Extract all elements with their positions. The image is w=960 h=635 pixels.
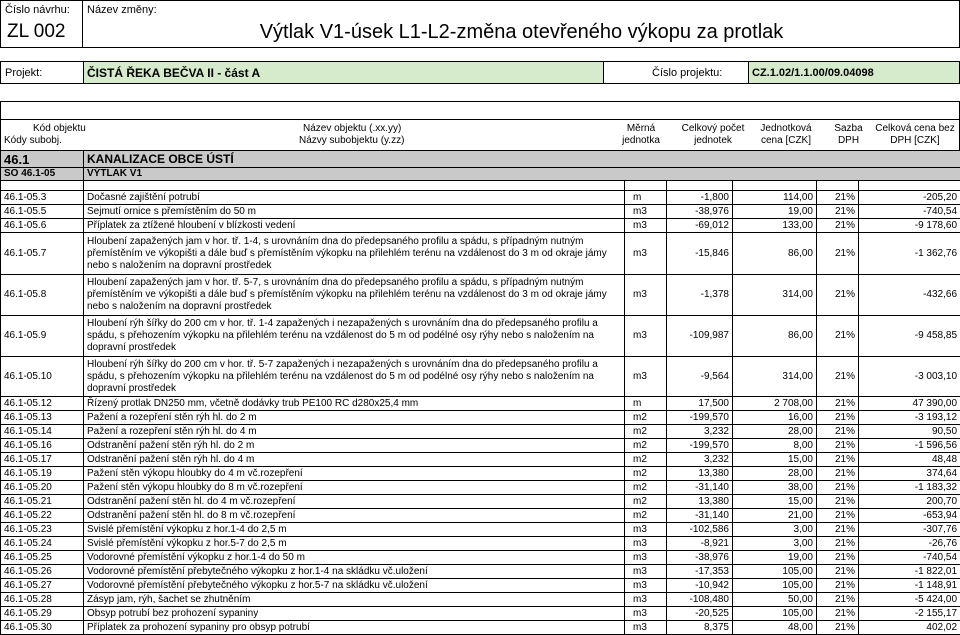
project-name: ČISTÁ ŘEKA BEČVA II - část A — [87, 66, 260, 80]
row-total: 374,64 — [859, 467, 960, 481]
row-unit-price: 314,00 — [733, 357, 817, 397]
row-unit-price: 105,00 — [733, 565, 817, 579]
row-total: -432,66 — [859, 275, 960, 316]
row-unit-price: 86,00 — [733, 233, 817, 275]
row-quantity: 3,232 — [667, 453, 733, 467]
col-celkovy-pocet: Celkový počet — [667, 123, 759, 134]
change-title: Výtlak V1-úsek L1-L2-změna otevřeného výkopu za protlak — [83, 21, 960, 44]
row-total: -740,54 — [859, 551, 960, 565]
row-unit-price: 133,00 — [733, 219, 817, 233]
row-code: 46.1-05.25 — [1, 551, 84, 565]
row-unit-price: 3,00 — [733, 537, 817, 551]
row-vat: 21% — [817, 537, 859, 551]
row-unit: m3 — [625, 593, 667, 607]
row-code: 46.1-05.19 — [1, 467, 84, 481]
row-unit-price: 2 708,00 — [733, 397, 817, 411]
table-row — [1, 411, 960, 425]
row-total: -3 003,10 — [859, 357, 960, 397]
row-description: Řízený protlak DN250 mm, včetně dodávky trub PE100 RC d280x25,4 mm — [84, 397, 625, 411]
row-code: 46.1-05.30 — [1, 621, 84, 635]
row-unit: m3 — [625, 275, 667, 316]
row-unit: m — [625, 191, 667, 205]
row-code: 46.1-05.21 — [1, 495, 84, 509]
table-row — [1, 551, 960, 565]
spacer-row — [0, 101, 960, 120]
cislo-projektu-label: Číslo projektu: — [652, 67, 722, 80]
table-row — [1, 579, 960, 593]
table-row — [1, 523, 960, 537]
project-number: CZ.1.02/1.1.00/09.04098 — [752, 67, 874, 79]
project-name-cell — [84, 62, 604, 83]
table-row — [1, 481, 960, 495]
col-jednotkova: Jednotková — [741, 123, 831, 134]
row-unit: m — [625, 397, 667, 411]
row-unit: m3 — [625, 523, 667, 537]
row-total: -1 822,01 — [859, 565, 960, 579]
row-total: -205,20 — [859, 191, 960, 205]
row-quantity: -15,846 — [667, 233, 733, 275]
row-description: Vodorovné přemístění výkopku z hor.1-4 do 50 m — [84, 551, 625, 565]
row-description: Sejmutí ornice s přemístěním do 50 m — [84, 205, 625, 219]
row-vat: 21% — [817, 579, 859, 593]
table-row — [1, 593, 960, 607]
projekt-label: Projekt: — [5, 67, 42, 80]
row-unit: m3 — [625, 565, 667, 579]
row-code: 46.1-05.22 — [1, 509, 84, 523]
row-total: -1 362,76 — [859, 233, 960, 275]
row-vat: 21% — [817, 607, 859, 621]
subsection-name: VÝTLAK V1 — [84, 168, 960, 181]
row-total: -2 155,17 — [859, 607, 960, 621]
col-cena: cena [CZK] — [741, 135, 831, 146]
row-description: Příplatek za ztížené hloubení v blízkosti vedení — [84, 219, 625, 233]
row-total: -1 183,32 — [859, 481, 960, 495]
row-unit: m3 — [625, 357, 667, 397]
row-quantity: 13,380 — [667, 467, 733, 481]
row-unit-price: 114,00 — [733, 191, 817, 205]
row-unit: m2 — [625, 481, 667, 495]
row-code: 46.1-05.28 — [1, 593, 84, 607]
row-vat: 21% — [817, 439, 859, 453]
row-quantity: -108,480 — [667, 593, 733, 607]
row-quantity: -69,012 — [667, 219, 733, 233]
table-row — [1, 233, 960, 275]
table-row — [1, 537, 960, 551]
row-unit: m3 — [625, 607, 667, 621]
row-code: 46.1-05.16 — [1, 439, 84, 453]
row-vat: 21% — [817, 205, 859, 219]
row-total: 48,48 — [859, 453, 960, 467]
project-row — [0, 61, 960, 84]
row-code: 46.1-05.6 — [1, 219, 84, 233]
row-description: Hloubení zapažených jam v hor. tř. 1-4, s urovnáním dna do předepsaného profilu a spádu, s případným nutným přemístěním ve výkopišti a dále buď s přemístěním výkopku na přilehlém terénu na vzdálenost do 3 m od okraje jámy nebo s naložením na dopravní prostředek — [84, 233, 625, 275]
row-quantity: -31,140 — [667, 481, 733, 495]
column-header — [0, 120, 960, 150]
row-vat: 21% — [817, 411, 859, 425]
row-quantity: -199,570 — [667, 411, 733, 425]
row-code: 46.1-05.29 — [1, 607, 84, 621]
table-row — [1, 275, 960, 316]
row-vat: 21% — [817, 621, 859, 635]
row-quantity: 17,500 — [667, 397, 733, 411]
row-unit-price: 21,00 — [733, 509, 817, 523]
row-description: Pažení stěn výkopu hloubky do 8 m vč.rozepření — [84, 481, 625, 495]
table-row — [1, 495, 960, 509]
row-unit-price: 48,00 — [733, 621, 817, 635]
blank-row — [1, 181, 960, 191]
row-unit-price: 38,00 — [733, 481, 817, 495]
row-total: -9 458,85 — [859, 316, 960, 357]
row-total: -5 424,00 — [859, 593, 960, 607]
row-vat: 21% — [817, 191, 859, 205]
subsection-row — [1, 168, 960, 181]
col-nazvy-subobjektu: Názvy subobjektu (y.zz) — [299, 135, 404, 146]
row-quantity: -9,564 — [667, 357, 733, 397]
table-row — [1, 205, 960, 219]
row-vat: 21% — [817, 219, 859, 233]
row-code: 46.1-05.26 — [1, 565, 84, 579]
table-row — [1, 397, 960, 411]
row-unit-price: 314,00 — [733, 275, 817, 316]
row-unit: m2 — [625, 425, 667, 439]
row-total: -307,76 — [859, 523, 960, 537]
row-description: Svislé přemístění výkopku z hor.5-7 do 2,5 m — [84, 537, 625, 551]
row-total: 90,50 — [859, 425, 960, 439]
row-unit-price: 3,00 — [733, 523, 817, 537]
table-row — [1, 191, 960, 205]
row-unit: m3 — [625, 579, 667, 593]
col-merna: Měrná — [601, 123, 681, 134]
row-quantity: -17,353 — [667, 565, 733, 579]
section-code: 46.1 — [1, 151, 84, 168]
row-vat: 21% — [817, 316, 859, 357]
row-vat: 21% — [817, 425, 859, 439]
row-description: Obsyp potrubí bez prohození sypaniny — [84, 607, 625, 621]
row-unit: m3 — [625, 551, 667, 565]
row-quantity: 8,375 — [667, 621, 733, 635]
nazev-zmeny-label: Název změny: — [87, 4, 157, 17]
col-jednotek: jednotek — [667, 135, 759, 146]
col-kod-objektu: Kód objektu — [33, 123, 86, 134]
row-quantity: -109,987 — [667, 316, 733, 357]
col-nazev-objektu: Název objektu (.xx.yy) — [303, 123, 401, 134]
row-quantity: 3,232 — [667, 425, 733, 439]
row-code: 46.1-05.23 — [1, 523, 84, 537]
row-code: 46.1-05.17 — [1, 453, 84, 467]
row-description: Hloubení rýh šířky do 200 cm v hor. tř. 1-4 zapažených i nezapažených s urovnáním dna do předepsaného profilu a spádu, s přehozením výkopku na přilehlém terénu na vzdálenost do 5 m od podélné osy rýhy nebo s naložením na dopravní prostředek — [84, 316, 625, 357]
row-total: -1 148,91 — [859, 579, 960, 593]
row-quantity: -10,942 — [667, 579, 733, 593]
row-description: Odstranění pažení stěn rýh hl. do 4 m — [84, 453, 625, 467]
row-vat: 21% — [817, 551, 859, 565]
row-vat: 21% — [817, 357, 859, 397]
row-quantity: -1,378 — [667, 275, 733, 316]
budget-table — [0, 150, 960, 635]
row-unit: m2 — [625, 467, 667, 481]
row-unit: m2 — [625, 509, 667, 523]
row-unit-price: 86,00 — [733, 316, 817, 357]
cislo-navrhu-label: Číslo návrhu: — [5, 4, 70, 17]
row-vat: 21% — [817, 481, 859, 495]
section-name: KANALIZACE OBCE ÚSTÍ — [84, 151, 960, 168]
row-quantity: -1,800 — [667, 191, 733, 205]
row-vat: 21% — [817, 275, 859, 316]
row-quantity: 13,380 — [667, 495, 733, 509]
row-description: Odstranění pažení stěn rýh hl. do 2 m — [84, 439, 625, 453]
row-unit: m3 — [625, 205, 667, 219]
row-unit-price: 28,00 — [733, 467, 817, 481]
row-quantity: -20,525 — [667, 607, 733, 621]
row-description: Hloubení rýh šířky do 200 cm v hor. tř. 5-7 zapažených i nezapažených s urovnáním dna do předepsaného profilu a spádu, s přehozením výkopku na přilehlém terénu na vzdálenost do 5 m od podélné osy rýhy nebo s naložením na dopravní prostředek — [84, 357, 625, 397]
row-total: 47 390,00 — [859, 397, 960, 411]
table-row — [1, 439, 960, 453]
col-celkova-cena: Celková cena bez — [869, 123, 960, 134]
row-code: 46.1-05.5 — [1, 205, 84, 219]
row-unit: m3 — [625, 621, 667, 635]
row-quantity: -38,976 — [667, 205, 733, 219]
col-dph-czk: DPH [CZK] — [869, 135, 960, 146]
row-total: -26,76 — [859, 537, 960, 551]
row-unit-price: 15,00 — [733, 495, 817, 509]
change-title-box — [83, 0, 960, 48]
zl-number: ZL 002 — [7, 21, 65, 43]
row-description: Pažení a rozepření stěn rýh hl. do 4 m — [84, 425, 625, 439]
row-code: 46.1-05.3 — [1, 191, 84, 205]
row-code: 46.1-05.20 — [1, 481, 84, 495]
row-description: Svislé přemístění výkopku z hor.1-4 do 2,5 m — [84, 523, 625, 537]
row-vat: 21% — [817, 453, 859, 467]
row-unit: m2 — [625, 495, 667, 509]
section-row — [1, 151, 960, 168]
table-row — [1, 621, 960, 635]
col-kody-subobj: Kódy subobj. — [4, 135, 62, 146]
row-quantity: -8,921 — [667, 537, 733, 551]
row-description: Hloubení zapažených jam v hor. tř. 5-7, s urovnáním dna do předepsaného profilu a spádu, s případným nutným přemístěním ve výkopišti a dále buď s přemístěním výkopku na přilehlém terénu na vzdálenost do 3 m od okraje jámy nebo s naložením na dopravní prostředek — [84, 275, 625, 316]
row-description: Příplatek za prohození sypaniny pro obsyp potrubí — [84, 621, 625, 635]
row-unit: m2 — [625, 411, 667, 425]
subsection-code: SO 46.1-05 — [1, 168, 84, 181]
row-total: -740,54 — [859, 205, 960, 219]
row-code: 46.1-05.7 — [1, 233, 84, 275]
row-code: 46.1-05.27 — [1, 579, 84, 593]
row-total: -653,94 — [859, 509, 960, 523]
row-unit-price: 19,00 — [733, 205, 817, 219]
row-unit-price: 28,00 — [733, 425, 817, 439]
row-description: Vodorovné přemístění přebytečného výkopku z hor.5-7 na skládku vč.uložení — [84, 579, 625, 593]
row-code: 46.1-05.13 — [1, 411, 84, 425]
col-sazba: Sazba — [826, 123, 871, 134]
table-row — [1, 453, 960, 467]
table-row — [1, 509, 960, 523]
row-description: Pažení stěn výkopu hloubky do 4 m vč.rozepření — [84, 467, 625, 481]
row-code: 46.1-05.8 — [1, 275, 84, 316]
row-code: 46.1-05.9 — [1, 316, 84, 357]
row-total: 200,70 — [859, 495, 960, 509]
row-unit: m3 — [625, 233, 667, 275]
row-unit: m3 — [625, 537, 667, 551]
row-quantity: -199,570 — [667, 439, 733, 453]
row-code: 46.1-05.14 — [1, 425, 84, 439]
col-dph: DPH — [826, 135, 871, 146]
project-number-cell — [748, 62, 959, 83]
row-code: 46.1-05.10 — [1, 357, 84, 397]
row-description: Pažení a rozepření stěn rýh hl. do 2 m — [84, 411, 625, 425]
table-row — [1, 425, 960, 439]
row-vat: 21% — [817, 523, 859, 537]
row-vat: 21% — [817, 495, 859, 509]
row-quantity: -31,140 — [667, 509, 733, 523]
row-code: 46.1-05.24 — [1, 537, 84, 551]
row-unit: m2 — [625, 453, 667, 467]
row-description: Odstranění pažení stěn hl. do 8 m vč.rozepření — [84, 509, 625, 523]
row-total: -9 178,60 — [859, 219, 960, 233]
table-row — [1, 607, 960, 621]
row-description: Odstranění pažení stěn hl. do 4 m vč.rozepření — [84, 495, 625, 509]
row-total: -1 596,56 — [859, 439, 960, 453]
row-vat: 21% — [817, 509, 859, 523]
row-unit-price: 8,00 — [733, 439, 817, 453]
row-description: Zásyp jam, rýh, šachet se zhutněním — [84, 593, 625, 607]
row-unit-price: 50,00 — [733, 593, 817, 607]
row-description: Vodorovné přemístění přebytečného výkopku z hor.1-4 na skládku vč.uložení — [84, 565, 625, 579]
table-row — [1, 357, 960, 397]
row-description: Dočasné zajištění potrubí — [84, 191, 625, 205]
row-quantity: -38,976 — [667, 551, 733, 565]
table-row — [1, 219, 960, 233]
row-code: 46.1-05.12 — [1, 397, 84, 411]
row-total: -3 193,12 — [859, 411, 960, 425]
row-unit: m2 — [625, 439, 667, 453]
row-unit-price: 105,00 — [733, 607, 817, 621]
row-unit-price: 105,00 — [733, 579, 817, 593]
table-row — [1, 316, 960, 357]
row-vat: 21% — [817, 593, 859, 607]
row-vat: 21% — [817, 233, 859, 275]
row-unit-price: 19,00 — [733, 551, 817, 565]
row-unit-price: 16,00 — [733, 411, 817, 425]
row-vat: 21% — [817, 467, 859, 481]
table-row — [1, 467, 960, 481]
row-vat: 21% — [817, 397, 859, 411]
row-vat: 21% — [817, 565, 859, 579]
row-quantity: -102,586 — [667, 523, 733, 537]
row-unit-price: 15,00 — [733, 453, 817, 467]
change-number-box — [0, 0, 83, 48]
table-row — [1, 565, 960, 579]
row-unit: m3 — [625, 219, 667, 233]
row-total: 402,02 — [859, 621, 960, 635]
row-unit: m3 — [625, 316, 667, 357]
col-jednotka: jednotka — [601, 135, 681, 146]
